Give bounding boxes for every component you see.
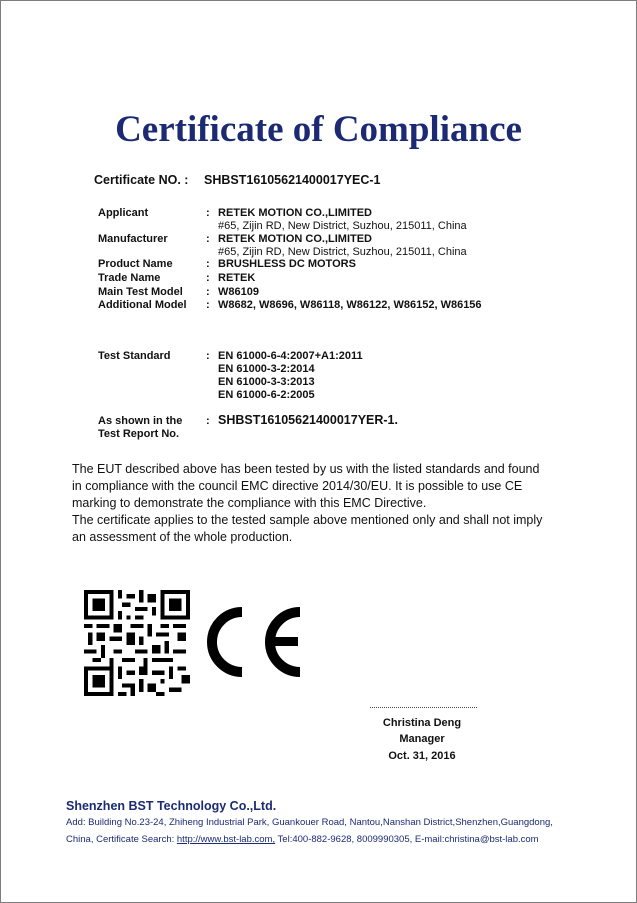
ce-mark-icon	[206, 606, 306, 678]
website-link[interactable]: http://www.bst-lab.com,	[176, 834, 276, 845]
main-test-model-value: W86109	[218, 286, 259, 298]
manufacturer-label: Manufacturer	[98, 233, 168, 245]
test-standard-item: EN 61000-3-3:2013	[218, 376, 315, 388]
compliance-statement	[72, 461, 572, 546]
footer-contact	[66, 834, 539, 845]
footer-contact-info: Tel:400-882-9628, 8009990305, E-mail:christina@bst-lab.com	[275, 834, 539, 845]
signatory-title: Manager	[399, 733, 445, 745]
product-name-value: BRUSHLESS DC MOTORS	[218, 258, 356, 270]
test-standard-item: EN 61000-6-2:2005	[218, 389, 315, 401]
test-standard-item: EN 61000-6-4:2007+A1:2011	[218, 350, 363, 362]
certificate-title: Certificate of Compliance	[115, 109, 522, 150]
footer-company: Shenzhen BST Technology Co.,Ltd.	[66, 799, 277, 813]
signature-date: Oct. 31, 2016	[388, 750, 456, 762]
colon: :	[206, 299, 210, 311]
footer-address-prefix: China, Certificate Search:	[66, 834, 177, 845]
colon: :	[206, 415, 210, 427]
statement-line: marking to demonstrate the compliance with this EMC Directive.	[72, 496, 427, 510]
test-report-value: SHBST16105621400017YER-1.	[218, 413, 398, 427]
statement-line: The certificate applies to the tested sample above mentioned only and shall not imply	[72, 513, 543, 527]
manufacturer-address: #65, Zijin RD, New District, Suzhou, 215011, China	[218, 246, 467, 258]
additional-model-value: W8682, W8696, W86118, W86122, W86152, W86156	[218, 299, 482, 311]
applicant-label: Applicant	[98, 207, 149, 219]
colon: :	[206, 272, 210, 284]
qr-code-icon	[84, 590, 190, 696]
trade-name-value: RETEK	[218, 272, 256, 284]
additional-model-label: Additional Model	[98, 299, 187, 311]
applicant-name: RETEK MOTION CO.,LIMITED	[218, 207, 372, 219]
main-test-model-label: Main Test Model	[98, 286, 183, 298]
test-report-label-line2: Test Report No.	[98, 428, 180, 440]
certificate-number-label: Certificate NO. :	[94, 173, 189, 187]
certificate-number	[94, 173, 381, 187]
manufacturer-name: RETEK MOTION CO.,LIMITED	[218, 233, 372, 245]
test-report-label-line1: As shown in the	[98, 415, 183, 427]
colon: :	[206, 258, 210, 270]
footer-address: Add: Building No.23-24, Zhiheng Industrial Park, Guankouer Road, Nantou,Nanshan District,Shenzhen,Guangdong,	[66, 817, 553, 828]
colon: :	[206, 350, 210, 362]
colon: :	[206, 207, 210, 219]
applicant-address: #65, Zijin RD, New District, Suzhou, 215011, China	[218, 220, 467, 232]
signature-line	[370, 707, 477, 708]
statement-line: in compliance with the council EMC directive 2014/30/EU. It is possible to use CE	[72, 479, 523, 493]
statement-line: The EUT described above has been tested by us with the listed standards and found	[72, 462, 540, 476]
product-name-label: Product Name	[98, 258, 173, 270]
certificate-number-value: SHBST16105621400017YEC-1	[204, 173, 381, 187]
test-standard-label: Test Standard	[98, 350, 171, 362]
test-report-label	[98, 415, 182, 441]
statement-line: an assessment of the whole production.	[72, 530, 293, 544]
test-standard-item: EN 61000-3-2:2014	[218, 363, 315, 375]
signatory-name: Christina Deng	[382, 717, 462, 729]
colon: :	[206, 233, 210, 245]
trade-name-label: Trade Name	[98, 272, 161, 284]
colon: :	[206, 286, 210, 298]
